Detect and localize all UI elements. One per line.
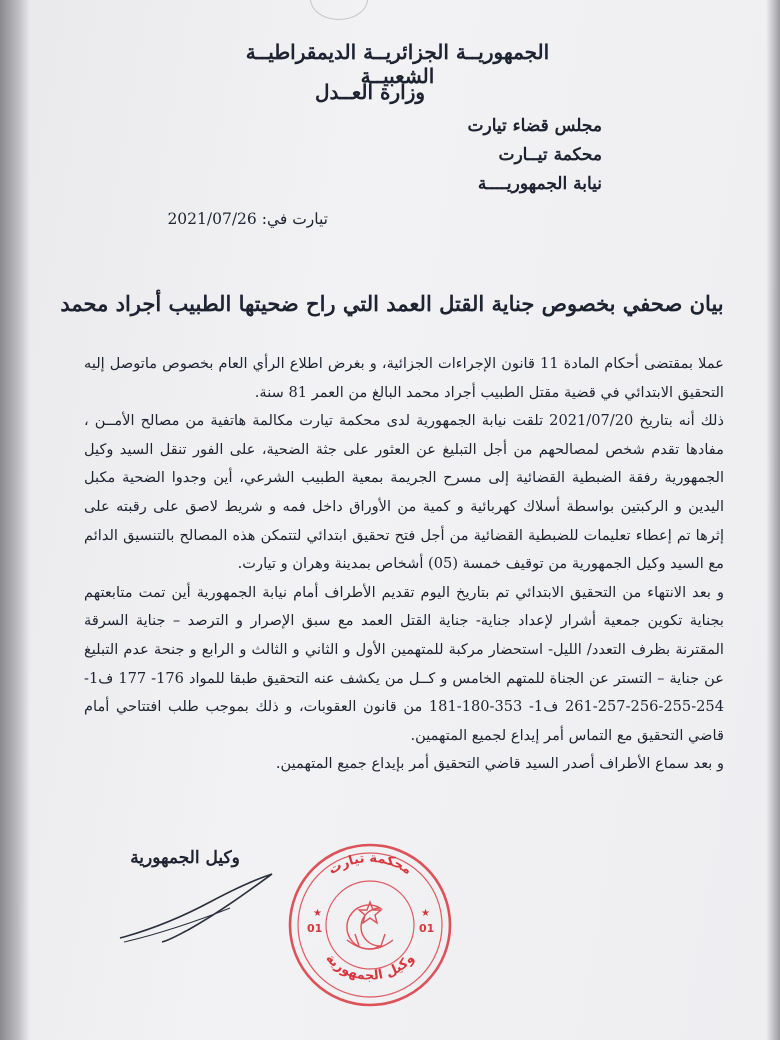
page-left-shadow xyxy=(0,0,30,1040)
date-line xyxy=(88,210,328,228)
date-label: تيارت في: xyxy=(261,210,328,228)
paragraph-4: و بعد سماع الأطراف أصدر السيد قاضي التحقيق أمر بإيداع جميع المتهمين. xyxy=(275,755,724,773)
date-value: 2021/07/26 xyxy=(167,210,257,228)
svg-text:محكمة تيارت xyxy=(326,851,414,878)
stamp-right-number: 01 xyxy=(419,922,435,935)
court-name: محكمة تيــارت xyxy=(498,145,602,165)
official-stamp xyxy=(285,840,455,1010)
stamp-bottom-text: وكيل الجمهورية xyxy=(322,951,418,984)
paragraph-1: عملا بمقتضى أحكام المادة 11 قانون الإجراءات الجزائية، و بغرض اطلاع الرأي العام بخصوص ماتوصل إليه التحقيق الابتدائي في قضية مقتل الطبيب أجراد محمد البالغ من العمر 81 سنة. xyxy=(84,355,724,401)
republic-header: الجمهوريــة الجزائريــة الديمقراطيــة الشعبيــة xyxy=(245,40,550,88)
page-right-shadow xyxy=(766,0,780,1040)
paragraph-3: و بعد الانتهاء من التحقيق الابتدائي تم بتاريخ اليوم تقديم الأطراف أمام نيابة الجمهورية أين تمت متابعتهم بجناية تكوين جمعية أشرار لإعداد جناية- جناية القتل العمد مع سبق الإصرار و الترصد – جناية السرقة المقترنة بظرف التعدد/ الليل- استحضار مركبة للمتهمين الأول و الثاني و الثالث و الرابع و جنحة عدم التبليغ عن جناية – التستر عن الجناة للمتهم الخامس و كــل من يكشف عنه التحقيق طبقا للمواد 176- 177 ف1- 254-255-256-257-261 ف1- 353-180-181 من قانون العقوبات، و ذلك بموجب طلب افتتاحي أمام قاضي التحقيق مع التماس أمر إيداع لجميع المتهمين. xyxy=(84,583,724,744)
stamp-top-text: محكمة تيارت xyxy=(325,850,415,879)
court-council: مجلس قضاء تيارت xyxy=(467,116,602,136)
stamp-left-number: 01 xyxy=(307,922,323,935)
ministry-header: وزارة العــدل xyxy=(314,80,426,104)
signer-title: وكيل الجمهورية xyxy=(130,848,240,868)
document-title: بيان صحفي بخصوص جناية القتل العمد التي راح ضحيتها الطبيب أجراد محمد xyxy=(60,291,724,316)
prosecution-office: نيابة الجمهوريــــة xyxy=(477,174,602,194)
document-body xyxy=(84,350,724,779)
svg-text:وكيل الجمهورية xyxy=(322,951,417,983)
algerian-emblem-icon xyxy=(347,902,393,949)
handwritten-signature xyxy=(110,860,280,950)
paragraph-2: ذلك أنه بتاريخ 2021/07/20 تلقت نيابة الجمهورية لدى محكمة تيارت مكالمة هاتفية من مصالح الأمــن ، مفادها تقدم شخص لمصالحهم من أجل التبليغ عن العثور على جثة الضحية، على الفور تنقل السيد وكيل الجمهورية رفقة الضبطية القضائية إلى مسرح الجريمة بمعية الطبيب الشرعي، أين وجدوا الضحية مكبل اليدين و الركبتين بواسطة أسلاك كهربائية و كمية من الأوراق داخل فمه و شريط لاصق على رقبته على إثرها تم إعطاء تعليمات للضبطية القضائية من أجل فتح تحقيق ابتدائي لتتمكن هذه المصالح بالتنسيق الدائم مع السيد وكيل الجمهورية من توقيف خمسة (05) أشخاص بمدينة وهران و تيارت. xyxy=(84,412,724,573)
svg-text:★: ★ xyxy=(313,908,322,919)
state-emblem-icon xyxy=(310,0,368,20)
svg-text:★: ★ xyxy=(421,908,430,919)
court-block xyxy=(382,112,602,199)
